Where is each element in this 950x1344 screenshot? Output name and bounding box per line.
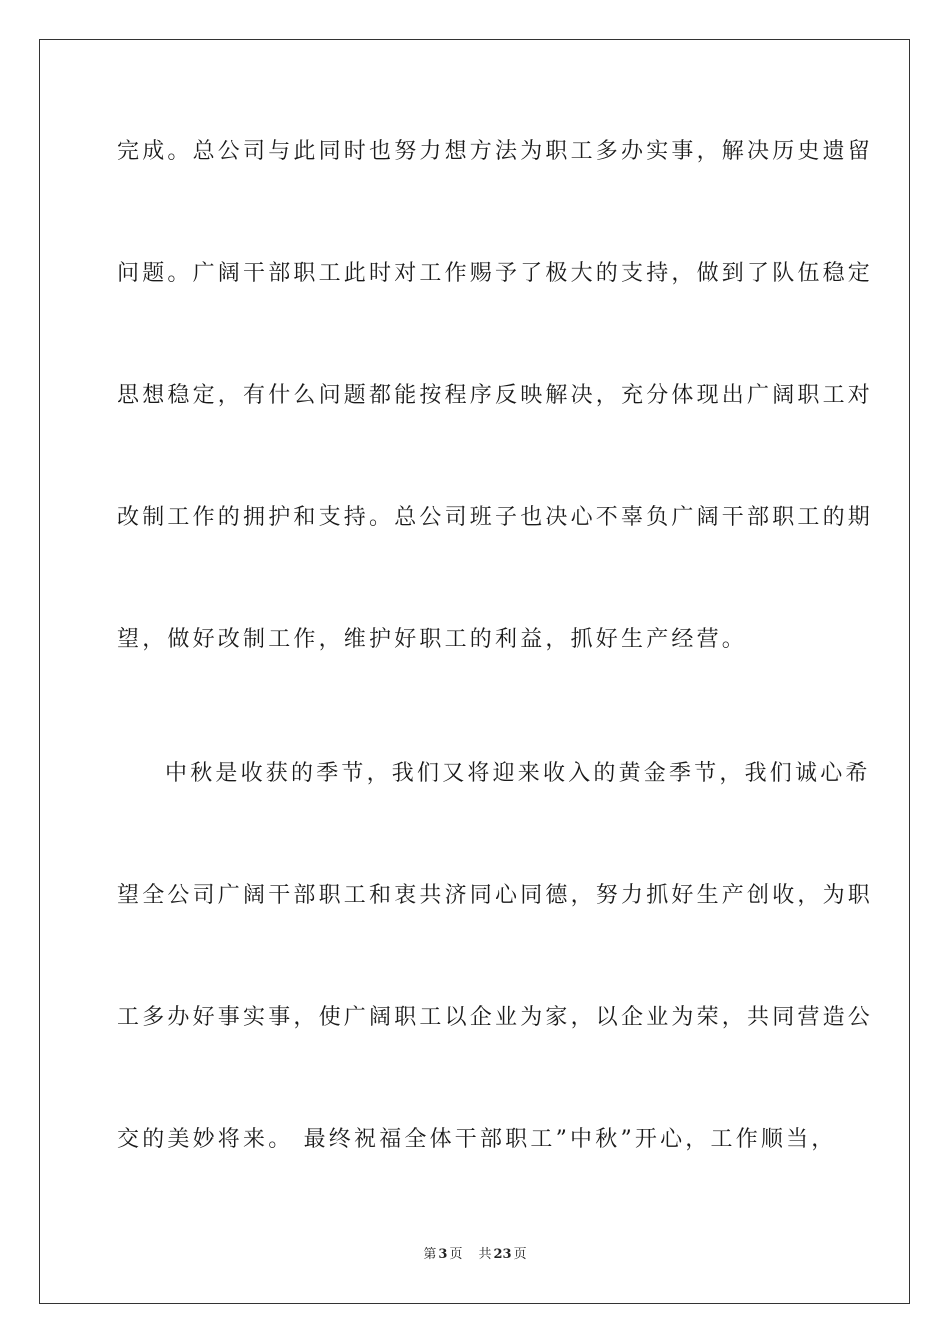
body-line-6-paragraph-start: 中秋是收获的季节，我们又将迎来收入的黄金季节，我们诚心希 xyxy=(165,761,871,786)
page-footer xyxy=(0,1246,950,1264)
body-line-2: 问题。广阔干部职工此时对工作赐予了极大的支持，做到了队伍稳定 xyxy=(117,261,874,286)
footer-page-suffix: 页 xyxy=(449,1247,463,1262)
footer-total-pages: 23 xyxy=(493,1247,512,1262)
page-border xyxy=(39,39,910,1304)
body-line-8: 工多办好事实事，使广阔职工以企业为家，以企业为荣，共同营造公 xyxy=(117,1005,874,1030)
body-line-3: 思想稳定，有什么问题都能按程序反映解决，充分体现出广阔职工对 xyxy=(117,383,874,408)
body-line-4: 改制工作的拥护和支持。总公司班子也决心不辜负广阔干部职工的期 xyxy=(117,505,874,530)
body-line-5: 望，做好改制工作，维护好职工的利益，抓好生产经营。 xyxy=(117,627,748,652)
footer-page-prefix: 第 xyxy=(423,1247,437,1262)
body-line-7: 望全公司广阔干部职工和衷共济同心同德，努力抓好生产创收，为职 xyxy=(117,883,874,908)
footer-total-prefix: 共 xyxy=(478,1247,492,1262)
body-line-9: 交的美妙将来。 最终祝福全体干部职工”中秋”开心，工作顺当， xyxy=(117,1127,837,1152)
footer-total-suffix: 页 xyxy=(513,1247,527,1262)
body-line-1: 完成。总公司与此同时也努力想方法为职工多办实事，解决历史遗留 xyxy=(117,139,874,164)
footer-page-number: 3 xyxy=(438,1247,448,1262)
